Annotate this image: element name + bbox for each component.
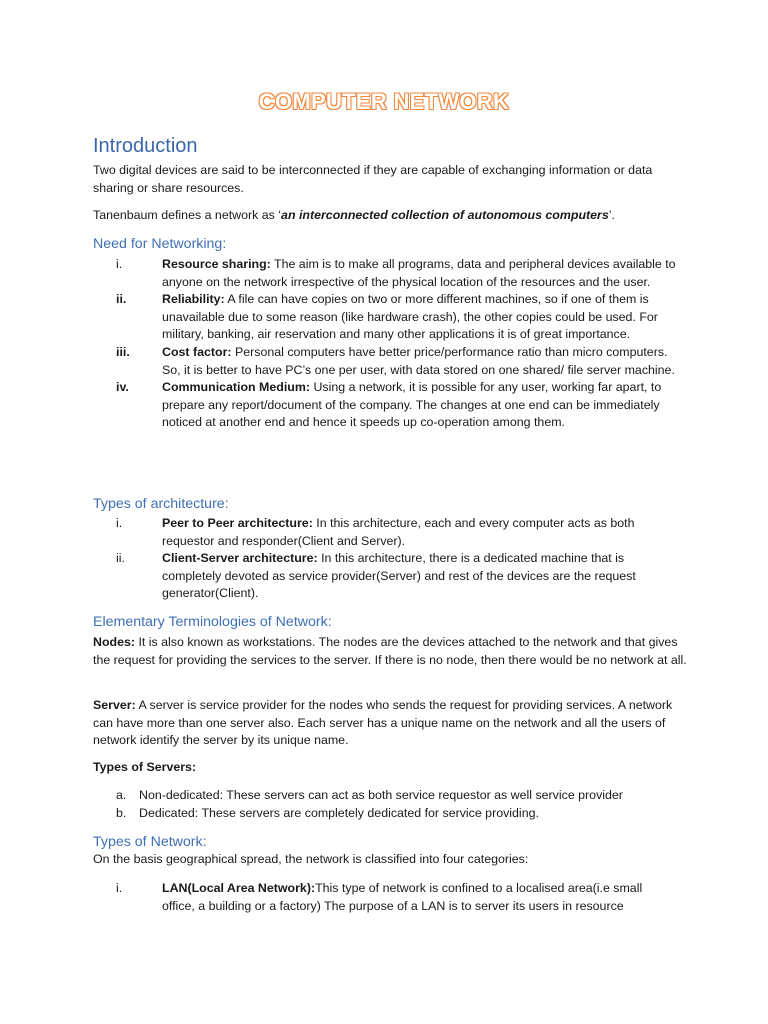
need-item xyxy=(0,344,768,379)
nodes-term: Nodes: xyxy=(93,635,135,649)
list-marker: b. xyxy=(116,805,127,820)
item-term: Peer to Peer architecture: xyxy=(162,516,313,530)
item-desc: Using a network, it is possible for any user, working far apart, to prepare any report/document of the company. The changes at one end can be immediately noticed at another end and hence it speeds up co-operation among them. xyxy=(162,380,662,430)
list-marker: i. xyxy=(116,516,123,530)
list-item-text: Non-dedicated: These servers can act as both service requestor as well service provider xyxy=(139,788,623,802)
list-marker: i. xyxy=(116,881,123,895)
intro-text: Two digital devices are said to be interconnected if they are capable of exchanging information or data sharing or share resources. xyxy=(93,163,653,195)
server-paragraph xyxy=(93,697,688,750)
server-type-item xyxy=(0,805,768,823)
item-term: LAN(Local Area Network): xyxy=(162,881,316,895)
tanenbaum-definition: an interconnected collection of autonomous computers xyxy=(281,208,609,222)
list-item-text xyxy=(162,344,678,379)
architecture-list xyxy=(0,515,768,603)
list-item-text xyxy=(162,291,678,344)
item-desc: In this architecture, there is a dedicated machine that is completely devoted as service provider(Server) and rest of the devices are the request generator(Client). xyxy=(162,551,636,601)
server-type-item xyxy=(0,787,768,805)
list-marker: a. xyxy=(116,788,127,802)
item-term: Reliability: xyxy=(162,292,225,307)
network-intro-text: On the basis geographical spread, the network is classified into four categories: xyxy=(93,852,529,866)
terminologies-heading: Elementary Terminologies of Network: xyxy=(93,614,332,630)
network-item xyxy=(0,880,768,915)
item-desc: This type of network is confined to a localised area(i.e small office, a building or a factory) The purpose of a LAN is to server its users in resource xyxy=(162,881,643,913)
intro-paragraph xyxy=(93,162,688,197)
item-term: Client-Server architecture: xyxy=(162,551,318,566)
list-item-text xyxy=(162,256,678,291)
need-list xyxy=(0,256,768,432)
list-item-text xyxy=(162,550,678,603)
network-intro-paragraph xyxy=(93,851,688,869)
introduction-heading: Introduction xyxy=(93,135,198,157)
list-marker: ii. xyxy=(116,292,127,307)
tanenbaum-text xyxy=(93,207,688,225)
item-desc: A file can have copies on two or more different machines, so if one of them is unavailable due to some reason (like hardware crash), the other copies could be used. For military, banking, air reservation and many other applications it is of great importance. xyxy=(162,292,658,342)
architecture-item xyxy=(0,515,768,550)
need-item xyxy=(0,379,768,432)
list-item-text xyxy=(162,515,678,550)
need-heading: Need for Networking: xyxy=(93,236,227,252)
network-list xyxy=(0,880,768,915)
nodes-text xyxy=(93,634,688,669)
tanenbaum-lead: Tanenbaum defines a network as ‘ xyxy=(93,208,282,222)
item-desc: In this architecture, each and every computer acts as both requestor and responder(Client and Server). xyxy=(162,516,635,548)
list-marker: iii. xyxy=(116,344,130,359)
item-term: Cost factor: xyxy=(162,344,232,359)
server-text xyxy=(93,697,688,750)
list-item-text xyxy=(162,880,678,915)
need-item xyxy=(0,256,768,291)
architecture-heading: Types of architecture: xyxy=(93,496,229,512)
list-marker: iv. xyxy=(116,380,129,395)
list-marker: ii. xyxy=(116,551,125,566)
nodes-paragraph xyxy=(93,634,688,669)
need-item xyxy=(0,291,768,344)
server-desc: A server is service provider for the nodes who sends the request for providing services. A network can have more than one server also. Each server has a unique name on the network and all the users of network identify the server by its unique name. xyxy=(93,698,673,748)
architecture-item xyxy=(0,550,768,603)
tanenbaum-paragraph xyxy=(93,207,688,225)
servers-list xyxy=(0,787,768,822)
list-item-text: Dedicated: These servers are completely dedicated for service providing. xyxy=(139,805,539,820)
list-marker: i. xyxy=(116,257,123,271)
document-title: COMPUTER NETWORK xyxy=(258,89,510,114)
item-desc: The aim is to make all programs, data and peripheral devices available to anyone on the network irrespective of the physical location of the resources and the user. xyxy=(162,257,676,289)
item-term: Communication Medium: xyxy=(162,380,310,395)
item-desc: Personal computers have better price/performance ratio than micro computers. So, it is better to have PC’s one per user, with data stored on one shared/ file server machine. xyxy=(162,344,675,377)
tanenbaum-end: ’. xyxy=(608,208,615,222)
nodes-desc: It is also known as workstations. The nodes are the devices attached to the network and that gives the request for providing the services to the server. If there is no node, then there would be no network at all. xyxy=(93,635,687,667)
server-term: Server: xyxy=(93,698,136,712)
types-of-network-heading: Types of Network: xyxy=(93,834,207,850)
item-term: Resource sharing: xyxy=(162,257,271,271)
types-of-servers-label xyxy=(93,759,688,777)
list-item-text xyxy=(162,379,678,432)
types-of-servers-text: Types of Servers: xyxy=(93,760,197,774)
